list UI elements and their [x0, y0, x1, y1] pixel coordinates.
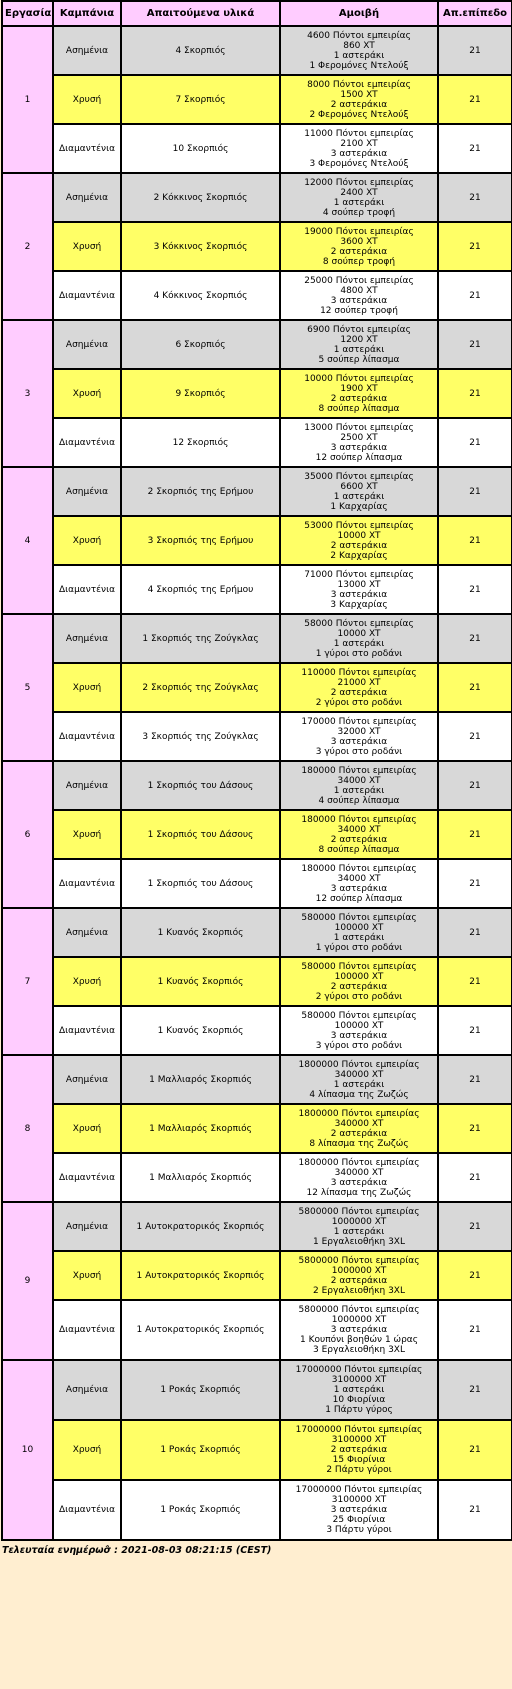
reward-line: 3100000 XT: [331, 1375, 387, 1385]
required-materials: 1 Σκορπιός του Δάσους: [121, 859, 280, 908]
reward-line: 1 αστεράκι: [333, 785, 385, 796]
reward-line: 180000 Πόντοι εμπειρίας: [301, 765, 417, 776]
required-materials: 1 Ροκάς Σκορπιός: [121, 1360, 280, 1420]
required-level: 21: [438, 26, 512, 75]
reward-line: 1 Καρχαρίας: [330, 501, 388, 512]
reward-line: 1800000 Πόντοι εμπειρίας: [298, 1108, 420, 1119]
reward-line: 1 αστεράκι: [333, 1079, 385, 1090]
reward: [280, 222, 438, 271]
reward-line: 340000 XT: [334, 1167, 384, 1178]
required-level: 21: [438, 1104, 512, 1153]
table-row: [2, 26, 512, 75]
campaign-tier: Διαμαντένια: [53, 1480, 121, 1540]
reward-line: 5800000 Πόντοι εμπειρίας: [298, 1206, 420, 1217]
header-reward: Αμοιβή: [280, 1, 438, 26]
reward: [280, 908, 438, 957]
required-level: 21: [438, 418, 512, 467]
required-materials: 1 Κυανός Σκορπιός: [121, 957, 280, 1006]
table-row: [2, 908, 512, 957]
reward-line: 32000 XT: [337, 726, 381, 737]
campaign-tier: Διαμαντένια: [53, 1006, 121, 1055]
reward: [280, 369, 438, 418]
reward-line: 12 λίπασμα της Ζωζώς: [306, 1187, 412, 1198]
table-row: [2, 1251, 512, 1300]
quest-number: 10: [2, 1360, 53, 1540]
reward-line: 3 Φερομόνες Ντελούξ: [309, 158, 409, 169]
reward-line: 2 Εργαλειοθήκη 3XL: [313, 1285, 405, 1296]
table-row: [2, 663, 512, 712]
reward-line: 8 σούπερ λίπασμα: [318, 403, 400, 414]
campaign-tier: Χρυσή: [53, 957, 121, 1006]
required-materials: 1 Σκορπιός του Δάσους: [121, 761, 280, 810]
header-level: Απ.επίπεδο: [438, 1, 512, 26]
reward-line: 1 αστεράκι: [333, 1385, 385, 1395]
reward-line: 21000 XT: [337, 677, 381, 688]
reward-line: 2 αστεράκια: [330, 246, 388, 257]
required-materials: 1 Σκορπιός του Δάσους: [121, 810, 280, 859]
campaign-tier: Διαμαντένια: [53, 271, 121, 320]
reward: [280, 810, 438, 859]
table-row: [2, 320, 512, 369]
required-level: 21: [438, 320, 512, 369]
reward-line: 8000 Πόντοι εμπειρίας: [307, 79, 411, 90]
reward-line: 1500 XT: [340, 89, 378, 100]
table-row: [2, 75, 512, 124]
required-materials: 1 Κυανός Σκορπιός: [121, 1006, 280, 1055]
reward-line: 3100000 XT: [331, 1435, 387, 1445]
reward: [280, 565, 438, 614]
required-materials: 1 Αυτοκρατορικός Σκορπιός: [121, 1251, 280, 1300]
reward-line: 1 αστεράκι: [333, 344, 385, 355]
reward-line: 8 σούπερ λίπασμα: [318, 844, 400, 855]
reward-line: 6600 XT: [340, 481, 378, 492]
campaign-tier: Διαμαντένια: [53, 565, 121, 614]
header-campaign: Καμπάνια: [53, 1, 121, 26]
table-row: [2, 712, 512, 761]
reward-line: 2 Καρχαρίας: [330, 550, 388, 561]
required-level: 21: [438, 1202, 512, 1251]
required-level: 21: [438, 565, 512, 614]
required-materials: 3 Κόκκινος Σκορπιός: [121, 222, 280, 271]
reward-line: 2 αστεράκια: [330, 1275, 388, 1286]
reward-line: 3 Καρχαρίας: [330, 599, 388, 610]
table-row: [2, 1480, 512, 1540]
required-level: 21: [438, 1300, 512, 1360]
reward-line: 3 αστεράκια: [330, 883, 388, 894]
reward-line: 1000000 XT: [331, 1216, 387, 1227]
required-materials: 4 Σκορπιός της Ερήμου: [121, 565, 280, 614]
reward-line: 1900 XT: [340, 383, 378, 394]
reward-line: 110000 Πόντοι εμπειρίας: [301, 667, 417, 678]
required-level: 21: [438, 663, 512, 712]
reward-line: 1 αστεράκι: [333, 491, 385, 502]
reward-line: 34000 XT: [337, 873, 381, 884]
required-materials: 1 Ροκάς Σκορπιός: [121, 1480, 280, 1540]
last-updated: Τελευταία ενημέρωσ̂ : 2021-08-03 08:21:15 (CEST): [2, 1545, 272, 1556]
campaign-tier: Ασημένια: [53, 26, 121, 75]
reward-line: 2 Φερομόνες Ντελούξ: [309, 109, 409, 120]
table-row: [2, 516, 512, 565]
campaign-tier: Ασημένια: [53, 614, 121, 663]
quest-number: 5: [2, 614, 53, 761]
reward-line: 2 γύροι στο ροδάνι: [315, 991, 403, 1002]
reward-line: 1000000 XT: [331, 1265, 387, 1276]
required-level: 21: [438, 1360, 512, 1420]
campaign-tier: Ασημένια: [53, 320, 121, 369]
campaign-tier: Ασημένια: [53, 761, 121, 810]
required-level: 21: [438, 173, 512, 222]
reward-line: 3 αστεράκια: [330, 295, 388, 306]
table-row: [2, 1300, 512, 1360]
required-materials: 12 Σκορπιός: [121, 418, 280, 467]
reward-line: 35000 Πόντοι εμπειρίας: [304, 471, 414, 482]
reward-line: 2 αστεράκια: [330, 393, 388, 404]
reward-line: 10000 XT: [337, 628, 381, 639]
reward-line: 2 αστεράκια: [330, 99, 388, 110]
reward-line: 5 σούπερ λίπασμα: [318, 354, 400, 365]
quests-table: [1, 0, 512, 1541]
reward: [280, 75, 438, 124]
required-materials: 2 Κόκκινος Σκορπιός: [121, 173, 280, 222]
required-materials: 2 Σκορπιός της Ερήμου: [121, 467, 280, 516]
reward: [280, 712, 438, 761]
header-materials: Απαιτούμενα υλικά: [121, 1, 280, 26]
reward: [280, 761, 438, 810]
reward: [280, 320, 438, 369]
required-materials: 4 Σκορπιός: [121, 26, 280, 75]
reward: [280, 516, 438, 565]
reward-line: 1000000 XT: [331, 1315, 387, 1325]
table-row: [2, 1202, 512, 1251]
reward-line: 1 αστεράκι: [333, 197, 385, 208]
campaign-tier: Χρυσή: [53, 222, 121, 271]
reward: [280, 957, 438, 1006]
reward-line: 1200 XT: [340, 334, 378, 345]
reward-line: 19000 Πόντοι εμπειρίας: [304, 226, 414, 237]
required-level: 21: [438, 1251, 512, 1300]
quest-number: 4: [2, 467, 53, 614]
required-materials: 1 Αυτοκρατορικός Σκορπιός: [121, 1202, 280, 1251]
reward-line: 17000000 Πόντοι εμπειρίας: [295, 1485, 423, 1495]
reward-line: 12 σούπερ λίπασμα: [315, 893, 403, 904]
reward-line: 1800000 Πόντοι εμπειρίας: [298, 1059, 420, 1070]
quest-number: 7: [2, 908, 53, 1055]
table-row: [2, 467, 512, 516]
required-materials: 1 Μαλλιαρός Σκορπιός: [121, 1055, 280, 1104]
campaign-tier: Χρυσή: [53, 75, 121, 124]
required-materials: 1 Κυανός Σκορπιός: [121, 908, 280, 957]
quests-body: [2, 26, 512, 1540]
quest-number: 2: [2, 173, 53, 320]
campaign-tier: Χρυσή: [53, 516, 121, 565]
reward-line: 4 λίπασμα της Ζωζώς: [309, 1089, 409, 1100]
campaign-tier: Ασημένια: [53, 173, 121, 222]
reward-line: 2400 XT: [340, 187, 378, 198]
reward-line: 3 αστεράκια: [330, 1030, 388, 1041]
required-level: 21: [438, 222, 512, 271]
required-level: 21: [438, 761, 512, 810]
reward: [280, 1153, 438, 1202]
reward-line: 3 αστεράκια: [330, 442, 388, 453]
table-row: [2, 124, 512, 173]
reward-line: 10 Φιορίνια: [332, 1395, 386, 1405]
table-row: [2, 222, 512, 271]
reward: [280, 1006, 438, 1055]
reward-line: 180000 Πόντοι εμπειρίας: [301, 863, 417, 874]
quest-number: 9: [2, 1202, 53, 1360]
reward-line: 11000 Πόντοι εμπειρίας: [304, 128, 414, 139]
reward-line: 3 αστεράκια: [330, 589, 388, 600]
reward-line: 71000 Πόντοι εμπειρίας: [304, 569, 414, 580]
reward-line: 3 αστεράκια: [330, 1505, 388, 1515]
required-materials: 1 Μαλλιαρός Σκορπιός: [121, 1104, 280, 1153]
reward: [280, 1480, 438, 1540]
campaign-tier: Χρυσή: [53, 663, 121, 712]
required-level: 21: [438, 1055, 512, 1104]
reward-line: 860 XT: [343, 40, 375, 51]
reward-line: 2 αστεράκια: [330, 540, 388, 551]
reward: [280, 173, 438, 222]
reward-line: 1 Εργαλειοθήκη 3XL: [313, 1236, 405, 1247]
table-row: [2, 173, 512, 222]
reward-line: 2 αστεράκια: [330, 1128, 388, 1139]
campaign-tier: Διαμαντένια: [53, 418, 121, 467]
required-level: 21: [438, 712, 512, 761]
reward-line: 12 σούπερ λίπασμα: [315, 452, 403, 463]
required-materials: 3 Σκορπιός της Ζούγκλας: [121, 712, 280, 761]
reward: [280, 1055, 438, 1104]
reward-line: 34000 XT: [337, 775, 381, 786]
required-level: 21: [438, 859, 512, 908]
campaign-tier: Ασημένια: [53, 467, 121, 516]
required-level: 21: [438, 124, 512, 173]
reward-line: 1 αστεράκι: [333, 1226, 385, 1237]
required-materials: 10 Σκορπιός: [121, 124, 280, 173]
reward-line: 340000 XT: [334, 1069, 384, 1080]
reward-line: 2 Πάρτυ γύροι: [326, 1465, 392, 1475]
table-row: [2, 957, 512, 1006]
required-materials: 9 Σκορπιός: [121, 369, 280, 418]
campaign-tier: Διαμαντένια: [53, 712, 121, 761]
campaign-tier: Χρυσή: [53, 810, 121, 859]
required-level: 21: [438, 1420, 512, 1480]
reward-line: 100000 XT: [334, 971, 384, 982]
reward-line: 2 αστεράκια: [330, 981, 388, 992]
required-level: 21: [438, 271, 512, 320]
reward-line: 8 σούπερ τροφή: [322, 256, 396, 267]
reward-line: 1 γύροι στο ροδάνι: [315, 648, 403, 659]
reward: [280, 271, 438, 320]
required-materials: 1 Ροκάς Σκορπιός: [121, 1420, 280, 1480]
reward-line: 1 γύροι στο ροδάνι: [315, 942, 403, 953]
reward-line: 12 σούπερ τροφή: [320, 305, 398, 316]
campaign-tier: Ασημένια: [53, 908, 121, 957]
reward-line: 1 αστεράκι: [333, 50, 385, 61]
reward-line: 6900 Πόντοι εμπειρίας: [307, 324, 411, 335]
header-row: [2, 1, 512, 26]
table-row: [2, 271, 512, 320]
required-level: 21: [438, 75, 512, 124]
reward-line: 1 αστεράκι: [333, 638, 385, 649]
reward: [280, 663, 438, 712]
campaign-tier: Χρυσή: [53, 1420, 121, 1480]
quest-number: 6: [2, 761, 53, 908]
reward-line: 580000 Πόντοι εμπειρίας: [301, 1010, 417, 1021]
required-level: 21: [438, 957, 512, 1006]
table-row: [2, 1104, 512, 1153]
required-level: 21: [438, 614, 512, 663]
reward: [280, 467, 438, 516]
required-materials: 6 Σκορπιός: [121, 320, 280, 369]
reward-line: 180000 Πόντοι εμπειρίας: [301, 814, 417, 825]
reward-line: 4 σούπερ τροφή: [322, 207, 396, 218]
reward-line: 170000 Πόντοι εμπειρίας: [301, 716, 417, 727]
reward: [280, 1300, 438, 1360]
reward-line: 4600 Πόντοι εμπειρίας: [307, 30, 411, 41]
quest-number: 8: [2, 1055, 53, 1202]
reward-line: 10000 XT: [337, 530, 381, 541]
table-row: [2, 369, 512, 418]
campaign-tier: Διαμαντένια: [53, 1300, 121, 1360]
required-materials: 7 Σκορπιός: [121, 75, 280, 124]
table-row: [2, 1360, 512, 1420]
reward-line: 4800 XT: [340, 285, 378, 296]
reward-line: 2 αστεράκια: [330, 1445, 388, 1455]
reward-line: 1800000 Πόντοι εμπειρίας: [298, 1157, 420, 1168]
table-row: [2, 810, 512, 859]
reward: [280, 124, 438, 173]
reward-line: 17000000 Πόντοι εμπειρίας: [295, 1425, 423, 1435]
reward-line: 3 αστεράκια: [330, 736, 388, 747]
required-materials: 1 Σκορπιός της Ζούγκλας: [121, 614, 280, 663]
reward-line: 3600 XT: [340, 236, 378, 247]
reward-line: 2 γύροι στο ροδάνι: [315, 697, 403, 708]
reward-line: 2 αστεράκια: [330, 834, 388, 845]
reward-line: 5800000 Πόντοι εμπειρίας: [298, 1255, 420, 1266]
reward-line: 3 Πάρτυ γύροι: [326, 1525, 392, 1535]
reward: [280, 859, 438, 908]
campaign-tier: Χρυσή: [53, 369, 121, 418]
reward-line: 13000 XT: [337, 579, 381, 590]
reward-line: 8 λίπασμα της Ζωζώς: [309, 1138, 409, 1149]
reward-line: 1 Κουπόνι βοηθών 1 ώρας: [300, 1335, 418, 1345]
campaign-tier: Διαμαντένια: [53, 124, 121, 173]
required-materials: 2 Σκορπιός της Ζούγκλας: [121, 663, 280, 712]
header-quest: Εργασία: [2, 1, 53, 26]
reward-line: 340000 XT: [334, 1118, 384, 1129]
campaign-tier: Ασημένια: [53, 1360, 121, 1420]
table-row: [2, 1420, 512, 1480]
reward-line: 2 αστεράκια: [330, 687, 388, 698]
required-level: 21: [438, 369, 512, 418]
quest-number: 3: [2, 320, 53, 467]
table-row: [2, 1006, 512, 1055]
reward-line: 58000 Πόντοι εμπειρίας: [304, 618, 414, 629]
reward-line: 3100000 XT: [331, 1495, 387, 1505]
table-row: [2, 761, 512, 810]
reward: [280, 26, 438, 75]
campaign-tier: Ασημένια: [53, 1202, 121, 1251]
reward-line: 17000000 Πόντοι εμπειρίας: [295, 1365, 423, 1375]
table-row: [2, 1055, 512, 1104]
required-materials: 1 Αυτοκρατορικός Σκορπιός: [121, 1300, 280, 1360]
required-materials: 4 Κόκκινος Σκορπιός: [121, 271, 280, 320]
reward: [280, 1360, 438, 1420]
reward-line: 3 αστεράκια: [330, 1177, 388, 1188]
reward-line: 25000 Πόντοι εμπειρίας: [304, 275, 414, 286]
reward-line: 3 γύροι στο ροδάνι: [315, 1040, 403, 1051]
reward-line: 1 αστεράκι: [333, 932, 385, 943]
reward-line: 25 Φιορίνια: [332, 1515, 386, 1525]
reward-line: 34000 XT: [337, 824, 381, 835]
required-level: 21: [438, 467, 512, 516]
table-row: [2, 859, 512, 908]
required-level: 21: [438, 1006, 512, 1055]
reward-line: 2500 XT: [340, 432, 378, 443]
reward-line: 100000 XT: [334, 1020, 384, 1031]
campaign-tier: Χρυσή: [53, 1251, 121, 1300]
campaign-tier: Ασημένια: [53, 1055, 121, 1104]
reward-line: 3 αστεράκια: [330, 1325, 388, 1335]
reward: [280, 418, 438, 467]
reward-line: 3 γύροι στο ροδάνι: [315, 746, 403, 757]
required-level: 21: [438, 1480, 512, 1540]
table-row: [2, 565, 512, 614]
reward-line: 4 σούπερ λίπασμα: [318, 795, 400, 806]
reward-line: 3 Εργαλειοθήκη 3XL: [313, 1345, 405, 1355]
reward: [280, 614, 438, 663]
required-level: 21: [438, 516, 512, 565]
reward-line: 3 αστεράκια: [330, 148, 388, 159]
reward-line: 580000 Πόντοι εμπειρίας: [301, 961, 417, 972]
required-level: 21: [438, 1153, 512, 1202]
reward: [280, 1251, 438, 1300]
reward-line: 53000 Πόντοι εμπειρίας: [304, 520, 414, 531]
table-row: [2, 1153, 512, 1202]
reward-line: 580000 Πόντοι εμπειρίας: [301, 912, 417, 923]
reward: [280, 1202, 438, 1251]
required-materials: 1 Μαλλιαρός Σκορπιός: [121, 1153, 280, 1202]
table-row: [2, 614, 512, 663]
required-level: 21: [438, 908, 512, 957]
required-materials: 3 Σκορπιός της Ερήμου: [121, 516, 280, 565]
reward-line: 12000 Πόντοι εμπειρίας: [304, 177, 414, 188]
campaign-tier: Χρυσή: [53, 1104, 121, 1153]
reward-line: 100000 XT: [334, 922, 384, 933]
reward-line: 5800000 Πόντοι εμπειρίας: [298, 1305, 420, 1315]
reward-line: 1 Φερομόνες Ντελούξ: [309, 60, 409, 71]
campaign-tier: Διαμαντένια: [53, 859, 121, 908]
table-row: [2, 418, 512, 467]
reward-line: 10000 Πόντοι εμπειρίας: [304, 373, 414, 384]
reward-line: 1 Πάρτυ γύρος: [325, 1405, 393, 1415]
reward-line: 15 Φιορίνια: [332, 1455, 386, 1465]
reward: [280, 1104, 438, 1153]
quest-number: 1: [2, 26, 53, 173]
reward: [280, 1420, 438, 1480]
required-level: 21: [438, 810, 512, 859]
reward-line: 13000 Πόντοι εμπειρίας: [304, 422, 414, 433]
campaign-tier: Διαμαντένια: [53, 1153, 121, 1202]
reward-line: 2100 XT: [340, 138, 378, 149]
